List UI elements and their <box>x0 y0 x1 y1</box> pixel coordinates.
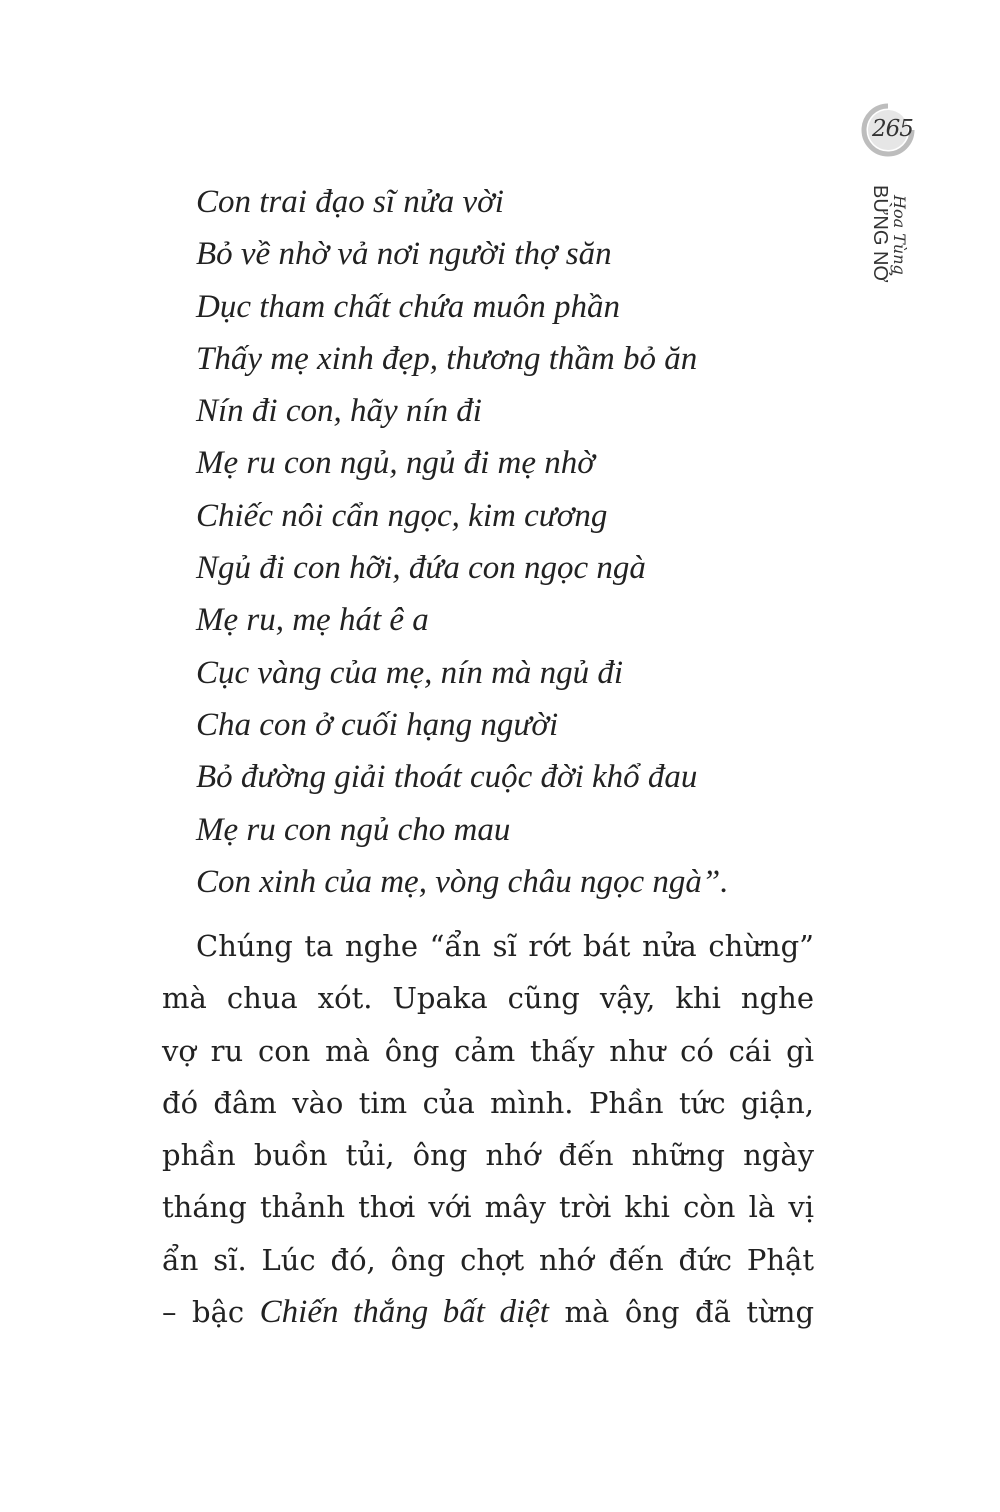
poem-line: Chiếc nôi cẩn ngọc, kim cương <box>196 497 608 534</box>
poem-line: Con trai đạo sĩ nửa vời <box>196 184 504 220</box>
prose-paragraph <box>162 920 814 1338</box>
prose-text: – bậc <box>162 1295 245 1330</box>
prose-line: ẩn sĩ. Lúc đó, ông chợt nhớ đến đức Phật <box>162 1242 814 1277</box>
prose-line: Chúng ta nghe “ẩn sĩ rớt bát nửa chừng” <box>196 929 814 963</box>
running-head-title: BỪNG NỞ <box>869 185 891 283</box>
poem-line: Bỏ về nhờ vả nơi người thợ săn <box>196 236 612 273</box>
running-head <box>868 185 928 295</box>
prose-line-last <box>162 1286 814 1338</box>
prose-text: mà ông đã từng <box>564 1295 815 1330</box>
prose-line: mà chua xót. Upaka cũng vậy, khi nghe <box>162 981 814 1016</box>
running-head-script: Hoa Tùng <box>890 195 909 275</box>
prose-italic-phrase: Chiến thắng bất diệt <box>259 1294 549 1331</box>
poem-line: Mẹ ru con ngủ, ngủ đi mẹ nhờ <box>196 445 595 482</box>
poem-line: Cha con ở cuối hạng người <box>196 706 559 743</box>
prose-line: vợ ru con mà ông cảm thấy như có cái gì <box>162 1033 814 1068</box>
prose-line: đó đâm vào tim của mình. Phần tức giận, <box>162 1085 814 1120</box>
prose-line: tháng thảnh thơi với mây trời khi còn là vị <box>162 1190 814 1225</box>
poem-line: Ngủ đi con hỡi, đứa con ngọc ngà <box>196 550 646 587</box>
prose-line: phần buồn tủi, ông nhớ đến những ngày <box>162 1138 814 1173</box>
poem-line: Dục tham chất chứa muôn phần <box>196 288 621 325</box>
page-number-badge <box>858 100 918 160</box>
poem-line: Bỏ đường giải thoát cuộc đời khổ đau <box>196 759 698 796</box>
page-number: 265 <box>872 116 913 142</box>
poem-line: Con xinh của mẹ, vòng châu ngọc ngà”. <box>196 863 729 900</box>
poem-line: Mẹ ru, mẹ hát ê a <box>196 602 429 639</box>
poem <box>196 176 836 908</box>
poem-line: Nín đi con, hãy nín đi <box>196 393 482 430</box>
poem-line: Thấy mẹ xinh đẹp, thương thầm bỏ ăn <box>196 340 698 377</box>
poem-line: Mẹ ru con ngủ cho mau <box>196 811 511 848</box>
poem-line: Cục vàng của mẹ, nín mà ngủ đi <box>196 654 624 691</box>
